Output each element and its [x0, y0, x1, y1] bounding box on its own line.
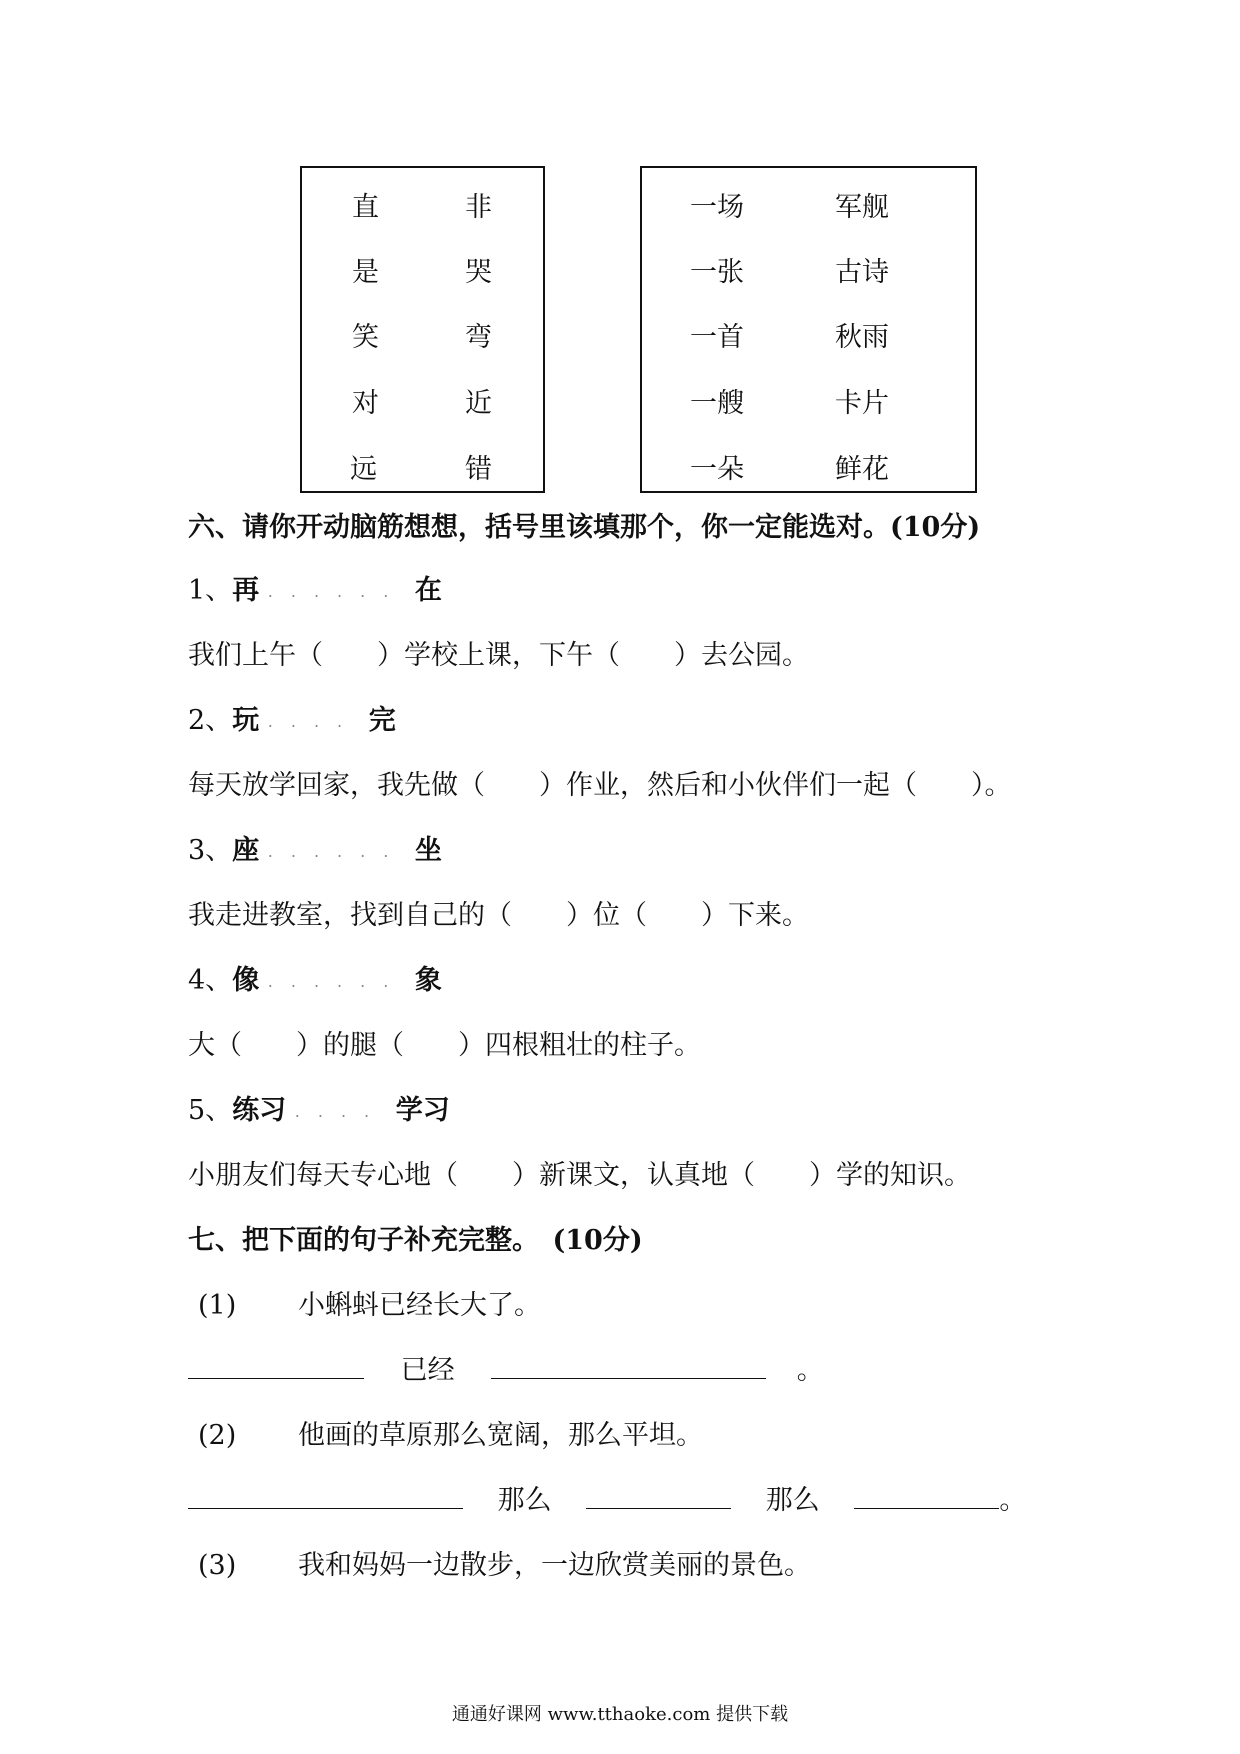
s1-number: (1): [198, 1290, 237, 1321]
q4-options: [188, 964, 442, 999]
section-7-title: 七、把下面的句子补充完整。 (10分): [188, 1225, 643, 1256]
q4-sentence: 大（ ）的腿（ ）四根粗壮的柱子。: [188, 1030, 701, 1061]
s1-prompt: [188, 1289, 541, 1323]
right-col-b-2: 古诗: [835, 257, 889, 288]
q5-sentence: 小朋友们每天专心地（ ）新课文，认真地（ ）学的知识。: [188, 1160, 971, 1191]
q2-options: [188, 704, 396, 739]
right-col-a-1: 一场: [690, 192, 744, 223]
q5-word-1: 练习: [232, 1095, 287, 1126]
s3-text: 我和妈妈一边散步，一边欣赏美丽的景色。: [298, 1550, 811, 1581]
s3-prompt: [188, 1549, 811, 1583]
q1-number: 1、: [188, 575, 233, 606]
q4-word-2: 象: [414, 965, 442, 996]
left-col-b-2: 哭: [465, 257, 492, 288]
blank-line[interactable]: [586, 1486, 731, 1509]
s1-fill: [188, 1354, 824, 1388]
s2-fill: [188, 1484, 1026, 1518]
q5-number: 5、: [188, 1095, 233, 1126]
right-col-b-4: 卡片: [835, 388, 889, 419]
q3-word-1: 座: [232, 835, 260, 866]
right-col-a-3: 一首: [690, 322, 744, 353]
q1-word-1: 再: [232, 575, 260, 606]
s1-word: 已经: [400, 1355, 455, 1386]
s2-text: 他画的草原那么宽阔，那么平坦。: [298, 1420, 703, 1451]
s2-word-1: 那么: [497, 1485, 552, 1516]
matching-box-left: [300, 166, 545, 493]
q1-sentence: 我们上午（ ）学校上课，下午（ ）去公园。: [188, 640, 809, 671]
q3-sentence: 我走进教室，找到自己的（ ）位（ ）下来。: [188, 900, 809, 931]
q1-word-2: 在: [414, 575, 442, 606]
blank-line[interactable]: [188, 1486, 463, 1509]
q3-options: [188, 834, 442, 869]
blank-line[interactable]: [491, 1356, 766, 1379]
left-col-b-5: 错: [465, 454, 492, 485]
left-col-b-3: 弯: [465, 322, 492, 353]
footer-credit: 通通好课网 www.tthaoke.com 提供下载: [451, 1704, 789, 1725]
right-col-a-2: 一张: [690, 257, 744, 288]
q2-number: 2、: [188, 705, 233, 736]
right-col-b-1: 军舰: [835, 192, 889, 223]
s2-number: (2): [198, 1420, 237, 1451]
left-col-b-4: 近: [465, 388, 492, 419]
s3-number: (3): [198, 1550, 237, 1581]
q5-options: [188, 1094, 450, 1129]
q3-number: 3、: [188, 835, 233, 866]
right-col-a-4: 一艘: [690, 388, 744, 419]
s2-prompt: [188, 1419, 703, 1453]
dot-leader: ....: [267, 711, 361, 731]
q4-number: 4、: [188, 965, 233, 996]
right-col-a-5: 一朵: [690, 454, 744, 485]
q5-word-2: 学习: [395, 1095, 450, 1126]
left-col-a-3: 笑: [352, 322, 379, 353]
right-col-b-3: 秋雨: [835, 322, 889, 353]
left-col-a-1: 直: [352, 192, 379, 223]
blank-line[interactable]: [188, 1356, 364, 1379]
blank-line[interactable]: [854, 1486, 999, 1509]
q2-word-2: 完: [368, 705, 396, 736]
q2-sentence: 每天放学回家，我先做（ ）作业，然后和小伙伴们一起（ ）。: [188, 770, 1012, 801]
right-col-b-5: 鲜花: [835, 454, 889, 485]
dot-leader: ......: [267, 971, 407, 991]
s2-word-2: 那么: [765, 1485, 820, 1516]
q3-word-2: 坐: [414, 835, 442, 866]
q2-word-1: 玩: [232, 705, 260, 736]
dot-leader: ....: [294, 1101, 388, 1121]
s2-end: 。: [999, 1485, 1027, 1516]
q4-word-1: 像: [232, 965, 260, 996]
left-col-b-1: 非: [465, 192, 492, 223]
s1-end: 。: [796, 1355, 824, 1386]
s1-text: 小蝌蚪已经长大了。: [298, 1290, 541, 1321]
left-col-a-2: 是: [352, 257, 379, 288]
dot-leader: ......: [267, 841, 407, 861]
q1-options: [188, 574, 442, 609]
left-col-a-4: 对: [352, 388, 379, 419]
dot-leader: ......: [267, 581, 407, 601]
section-6-title: 六、请你开动脑筋想想，括号里该填那个，你一定能选对。(10分): [188, 512, 981, 543]
left-col-a-5: 远: [350, 454, 377, 485]
